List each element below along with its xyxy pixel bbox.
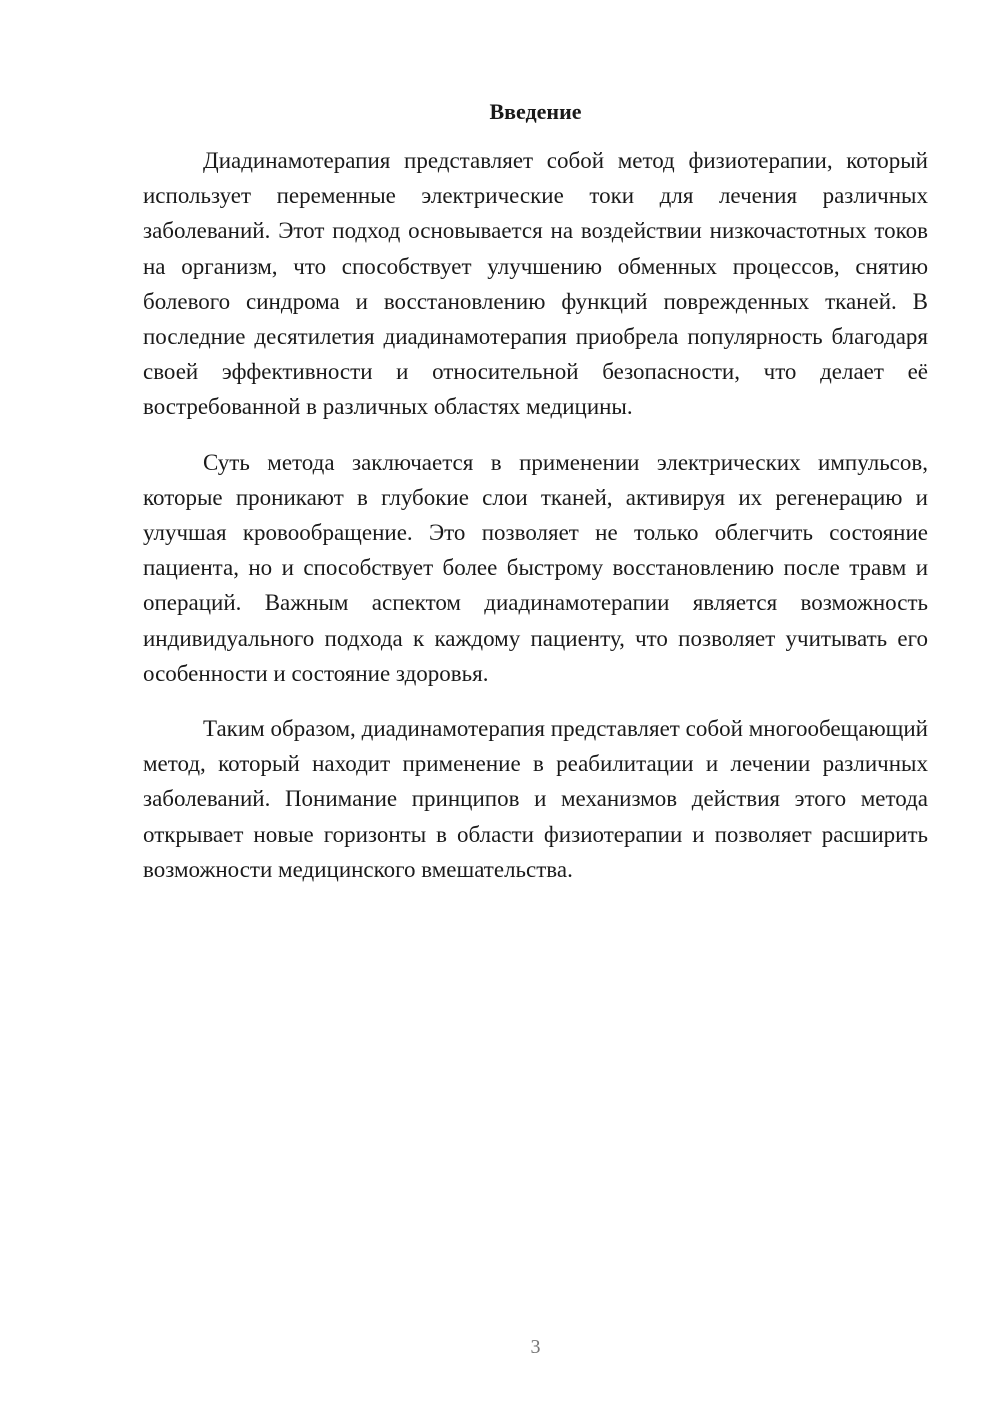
section-heading: Введение [489,99,582,124]
paragraph-3: Таким образом, диадинамотерапия представляет собой многообещающий метод, который находит применение в реабилитации и лечении различных заболеваний. Понимание принципов и механизмов действия этого метода открывает новые горизонты в области физиотерапии и позволяет расширить возможности медицинского вмешательства. [143,716,928,882]
paragraph-2: Суть метода заключается в применении электрических импульсов, которые проникают в глубокие слои тканей, активируя их регенерацию и улучшая кровообращение. Это позволяет не только облегчить состояние пациента, но и способствует более быстрому восстановлению после травм и операций. Важным аспектом диадинамотерапии является возможность индивидуального подхода к каждому пациенту, что позволяет учитывать его особенности и состояние здоровья. [143,449,928,686]
body-text [143,143,928,907]
page-number: 3 [530,1336,541,1358]
paragraph-1: Диадинамотерапия представляет собой метод физиотерапии, который использует переменные электрические токи для лечения различных заболеваний. Этот подход основывается на воздействии низкочастотных токов на организм, что способствует улучшению обменных процессов, снятию болевого синдрома и восстановлению функций поврежденных тканей. В последние десятилетия диадинамотерапия приобрела популярность благодаря своей эффективности и относительной безопасности, что делает её востребованной в различных областях медицины. [143,148,928,420]
